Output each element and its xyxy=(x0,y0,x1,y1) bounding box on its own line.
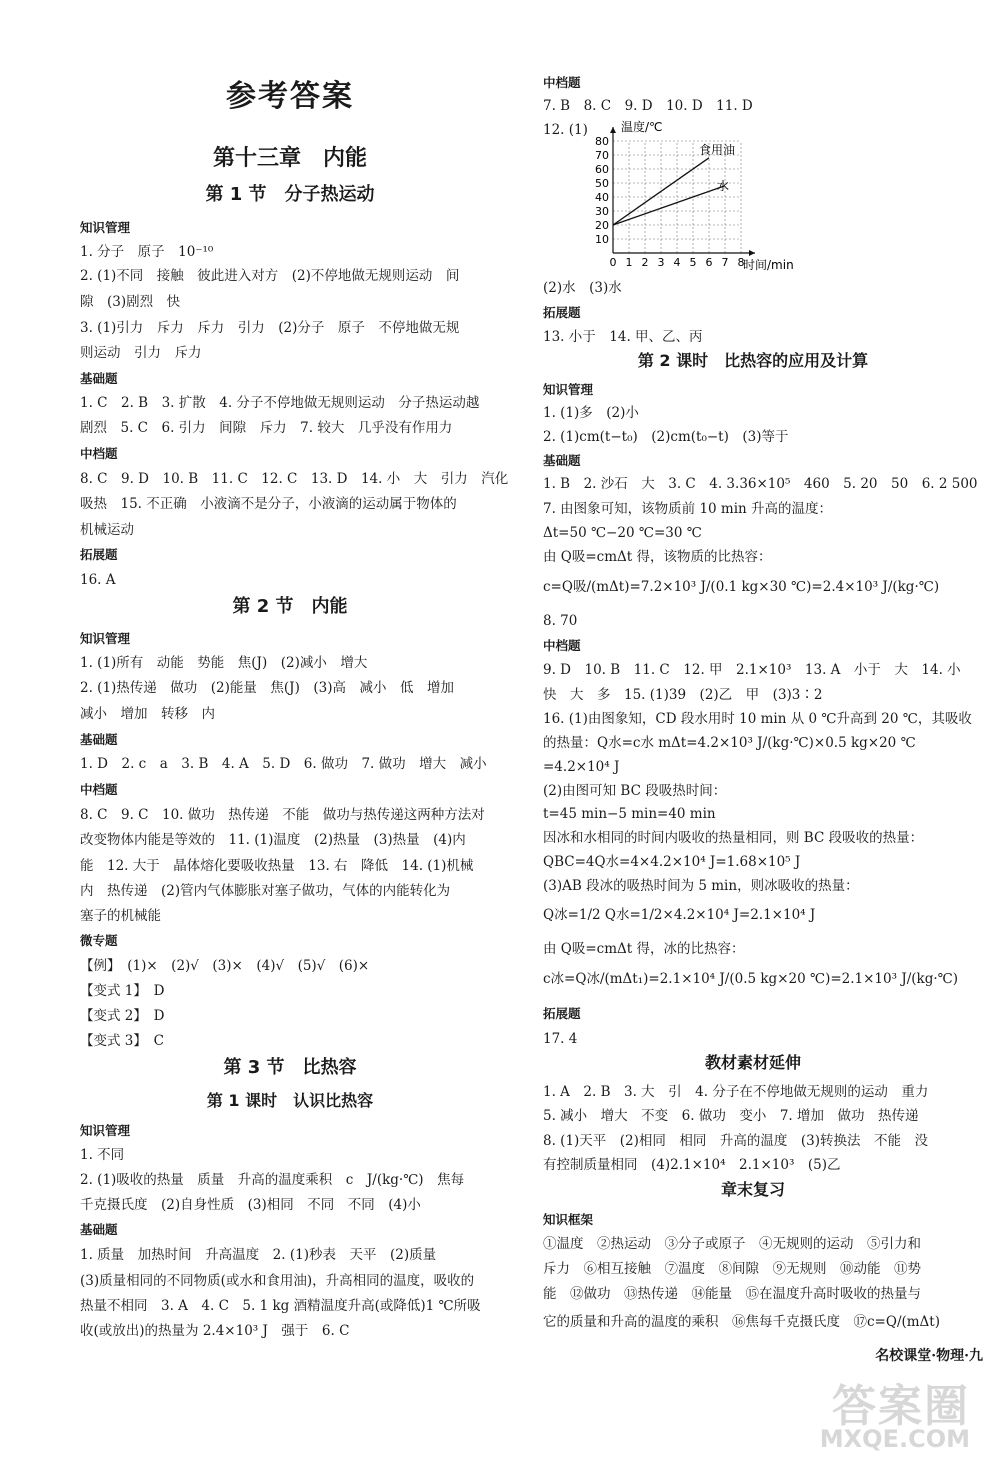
s1-basic-heading: 基础题 xyxy=(80,371,118,386)
k2-basic-line: 7. 由图象可知，该物质前 10 min 升高的温度： xyxy=(543,501,833,517)
s2-medium-line: 能 12. 大于 晶体熔化要吸收热量 13. 右 降低 14. (1)机械 xyxy=(80,858,474,874)
k2-medium-line: 快 大 多 15. (1)39 (2)乙 甲 (3)3∶2 xyxy=(543,687,823,703)
s2-medium-heading: 中档题 xyxy=(80,782,118,797)
x-tick-label: 7 xyxy=(721,256,729,269)
s3-knowledge-line: 千克摄氏度 (2)自身性质 (3)相同 不同 不同 (4)小 xyxy=(80,1197,421,1213)
s3-knowledge-line: 1. 不同 xyxy=(80,1147,125,1163)
review-framework-heading: 知识框架 xyxy=(543,1212,594,1227)
k2-basic-heading: 基础题 xyxy=(543,453,581,468)
k2-basic-line: 由 Q吸=cmΔt 得，该物质的比热容： xyxy=(543,549,772,565)
x-tick-label: 5 xyxy=(689,256,697,269)
q12-answer: (2)水 (3)水 xyxy=(543,280,622,296)
k2-knowledge-line: 2. (1)cm(t−t₀) (2)cm(t₀−t) (3)等于 xyxy=(543,429,789,445)
k2-knowledge-line: 1. (1)多 (2)小 xyxy=(543,405,639,421)
k2-extend-line: 17. 4 xyxy=(543,1031,578,1047)
s2-medium-line: 改变物体内能是等效的 11. (1)温度 (2)热量 (3)热量 (4)内 xyxy=(80,832,466,848)
k2-extend-heading: 拓展题 xyxy=(543,1006,581,1021)
y-tick-label: 30 xyxy=(595,205,609,218)
y-axis-arrow xyxy=(610,127,616,133)
s2-medium-line: 8. C 9. C 10. 做功 热传递 不能 做功与热传递这两种方法对 xyxy=(80,807,485,823)
s3-basic-line: 收(或放出)的热量为 2.4×10³ J 强于 6. C xyxy=(80,1323,350,1339)
chapter-title: 第十三章 内能 xyxy=(212,146,367,171)
s3-knowledge-heading: 知识管理 xyxy=(80,1123,131,1138)
y-axis-label: 温度/℃ xyxy=(621,120,663,134)
y-tick-label: 40 xyxy=(595,191,609,204)
q12-label: 12. (1) xyxy=(543,122,588,138)
s2-medium-line: 塞子的机械能 xyxy=(80,908,161,924)
y-tick-label: 10 xyxy=(595,233,609,246)
page-footer: 名校课堂·物理·九 xyxy=(875,1348,983,1364)
s2-basic-heading: 基础题 xyxy=(80,732,118,747)
k2-medium-formula: Q冰=1/2 Q水=1/2×4.2×10⁴ J=2.1×10⁴ J xyxy=(543,907,816,923)
s3-basic-line: (3)质量相同的不同物质(或水和食用油)，升高相同的温度，吸收的 xyxy=(80,1273,475,1289)
y-tick-label: 50 xyxy=(595,177,609,190)
section-3-title: 第 3 节 比热容 xyxy=(223,1057,357,1078)
s1-medium-line: 吸热 15. 不正确 小液滴不是分子，小液滴的运动属于物体的 xyxy=(80,496,457,512)
r-medium-heading: 中档题 xyxy=(543,75,581,90)
x-tick-label: 1 xyxy=(625,256,633,269)
s2-special-line: 【例】 (1)× (2)√ (3)× (4)√ (5)√ (6)× xyxy=(80,958,370,974)
s2-special-heading: 微专题 xyxy=(80,933,118,948)
extension-line: 5. 减小 增大 不变 6. 做功 变小 7. 增加 做功 热传递 xyxy=(543,1108,919,1124)
s3-basic-line: 热量不相同 3. A 4. C 5. 1 kg 酒精温度升高(或降低)1 ℃所吸 xyxy=(80,1298,481,1314)
k2-basic-line: 8. 70 xyxy=(543,613,578,629)
extension-line: 有控制质量相同 (4)2.1×10⁴ 2.1×10³ (5)乙 xyxy=(543,1157,841,1173)
s2-special-line: 【变式 1】 D xyxy=(80,983,165,999)
k2-medium-heading: 中档题 xyxy=(543,638,581,653)
x-tick-label: 6 xyxy=(705,256,713,269)
x-axis-arrow xyxy=(749,250,755,256)
r-extend-heading: 拓展题 xyxy=(543,305,581,320)
watermark-url: MXQE.COM xyxy=(819,1425,970,1453)
k2-basic-line: 1. B 2. 沙石 大 3. C 4. 3.36×10⁵ 460 5. 20 50 6. 2 500 xyxy=(543,476,978,492)
extension-line: 8. (1)天平 (2)相同 相同 升高的温度 (3)转换法 不能 没 xyxy=(543,1133,929,1149)
s2-special-line: 【变式 3】 C xyxy=(80,1033,164,1049)
k2-medium-line: 9. D 10. B 11. C 12. 甲 2.1×10³ 13. A 小于 大 14. 小 xyxy=(543,662,961,678)
s3-knowledge-line: 2. (1)吸收的热量 质量 升高的温度乘积 c J/(kg·℃) 焦每 xyxy=(80,1172,465,1188)
k2-medium-line: QBC=4Q水=4×4.2×10⁴ J=1.68×10⁵ J xyxy=(543,854,801,870)
x-tick-label: 0 xyxy=(609,256,617,269)
k2-basic-line: Δt=50 ℃−20 ℃=30 ℃ xyxy=(543,525,702,541)
x-axis-label: 时间/min xyxy=(743,258,794,272)
s1-medium-line: 机械运动 xyxy=(80,522,134,538)
s1-extend-heading: 拓展题 xyxy=(80,547,118,562)
s1-basic-line: 剧烈 5. C 6. 引力 间隙 斥力 7. 较大 几乎没有作用力 xyxy=(80,420,453,436)
s2-medium-line: 内 热传递 (2)管内气体膨胀对塞子做功，气体的内能转化为 xyxy=(80,883,451,899)
series-line xyxy=(613,186,725,225)
s1-knowledge-line: 则运动 引力 斥力 xyxy=(80,345,202,361)
section-3-subtitle: 第 1 课时 认识比热容 xyxy=(206,1091,374,1110)
k2-knowledge-heading: 知识管理 xyxy=(543,382,594,397)
s2-basic-line: 1. D 2. c a 3. B 4. A 5. D 6. 做功 7. 做功 增大 减小 xyxy=(80,756,487,772)
x-tick-label: 8 xyxy=(737,256,745,269)
k2-medium-line: 由 Q吸=cmΔt 得，冰的比热容： xyxy=(543,941,745,957)
k2-medium-line: t=45 min−5 min=40 min xyxy=(543,806,716,822)
temperature-time-chart xyxy=(585,115,815,280)
section-1-title: 第 1 节 分子热运动 xyxy=(205,184,375,205)
y-tick-label: 70 xyxy=(595,149,609,162)
s1-knowledge-line: 2. (1)不同 接触 彼此进入对方 (2)不停地做无规则运动 间 xyxy=(80,268,460,284)
review-line: ①温度 ②热运动 ③分子或原子 ④无规则的运动 ⑤引力和 xyxy=(543,1236,921,1252)
extension-line: 1. A 2. B 3. 大 引 4. 分子在不停地做无规则的运动 重力 xyxy=(543,1084,929,1100)
k2-medium-line: 因冰和水相同的时间内吸收的热量相同，则 BC 段吸收的热量： xyxy=(543,830,924,846)
k2-basic-formula: c=Q吸/(mΔt)=7.2×10³ J/(0.1 kg×30 ℃)=2.4×10³ J/(kg·℃) xyxy=(543,579,940,595)
lesson-2-title: 第 2 课时 比热容的应用及计算 xyxy=(637,351,869,370)
x-tick-label: 4 xyxy=(673,256,681,269)
k2-medium-line: 的热量：Q水=c水 mΔt=4.2×10³ J/(kg·℃)×0.5 kg×20 ℃ xyxy=(543,735,916,751)
k2-medium-formula: c冰=Q冰/(mΔt₁)=2.1×10⁴ J/(0.5 kg×20 ℃)=2.1×10³ J/(kg·℃) xyxy=(543,971,959,987)
s2-knowledge-line: 2. (1)热传递 做功 (2)能量 焦(J) (3)高 减小 低 增加 xyxy=(80,680,454,696)
s1-knowledge-heading: 知识管理 xyxy=(80,220,131,235)
s1-medium-heading: 中档题 xyxy=(80,446,118,461)
r-medium-line: 7. B 8. C 9. D 10. D 11. D xyxy=(543,98,753,114)
s1-knowledge-line: 1. 分子 原子 10⁻¹⁰ xyxy=(80,244,214,260)
s2-knowledge-heading: 知识管理 xyxy=(80,631,131,646)
r-extend-line: 13. 小于 14. 甲、乙、丙 xyxy=(543,329,703,345)
k2-medium-line: (3)AB 段冰的吸热时间为 5 min，则冰吸收的热量： xyxy=(543,878,859,894)
x-tick-label: 3 xyxy=(657,256,665,269)
y-tick-label: 20 xyxy=(595,219,609,232)
textbook-extension-title: 教材素材延伸 xyxy=(704,1053,801,1072)
k2-medium-line: =4.2×10⁴ J xyxy=(543,759,620,775)
k2-medium-line: 16. (1)由图象知，CD 段水用时 10 min 从 0 ℃升高到 20 ℃，其吸收 xyxy=(543,711,972,727)
s3-basic-line: 1. 质量 加热时间 升高温度 2. (1)秒表 天平 (2)质量 xyxy=(80,1247,437,1263)
x-tick-label: 2 xyxy=(641,256,649,269)
review-line: 能 ⑫做功 ⑬热传递 ⑭能量 ⑮在温度升高时吸收的热量与 xyxy=(543,1286,921,1302)
s1-medium-line: 8. C 9. D 10. B 11. C 12. C 13. D 14. 小 大 引力 汽化 xyxy=(80,471,509,487)
s1-knowledge-line: 隙 (3)剧烈 快 xyxy=(80,294,181,310)
section-2-title: 第 2 节 内能 xyxy=(232,596,348,617)
series-label: 食用油 xyxy=(699,142,736,157)
s1-knowledge-line: 3. (1)引力 斥力 斥力 引力 (2)分子 原子 不停地做无规 xyxy=(80,320,460,336)
review-line: 它的质量和升高的温度的乘积 ⑯焦每千克摄氏度 ⑰c=Q/(mΔt) xyxy=(543,1314,940,1330)
review-line: 斥力 ⑥相互接触 ⑦温度 ⑧间隙 ⑨无规则 ⑩动能 ⑪势 xyxy=(543,1261,921,1277)
s2-knowledge-line: 减小 增加 转移 内 xyxy=(80,706,215,722)
watermark-logo: 答案圈 xyxy=(832,1381,970,1432)
y-tick-label: 60 xyxy=(595,163,609,176)
s3-basic-heading: 基础题 xyxy=(80,1222,118,1237)
s2-knowledge-line: 1. (1)所有 动能 势能 焦(J) (2)减小 增大 xyxy=(80,655,368,671)
chapter-review-title: 章末复习 xyxy=(720,1180,785,1199)
k2-medium-line: (2)由图可知 BC 段吸热时间： xyxy=(543,783,727,799)
s1-extend-line: 16. A xyxy=(80,572,116,588)
series-label: 水 xyxy=(717,178,730,193)
y-tick-label: 80 xyxy=(595,135,609,148)
s1-basic-line: 1. C 2. B 3. 扩散 4. 分子不停地做无规则运动 分子热运动越 xyxy=(80,395,480,411)
s2-special-line: 【变式 2】 D xyxy=(80,1008,165,1024)
page-title: 参考答案 xyxy=(226,79,354,114)
